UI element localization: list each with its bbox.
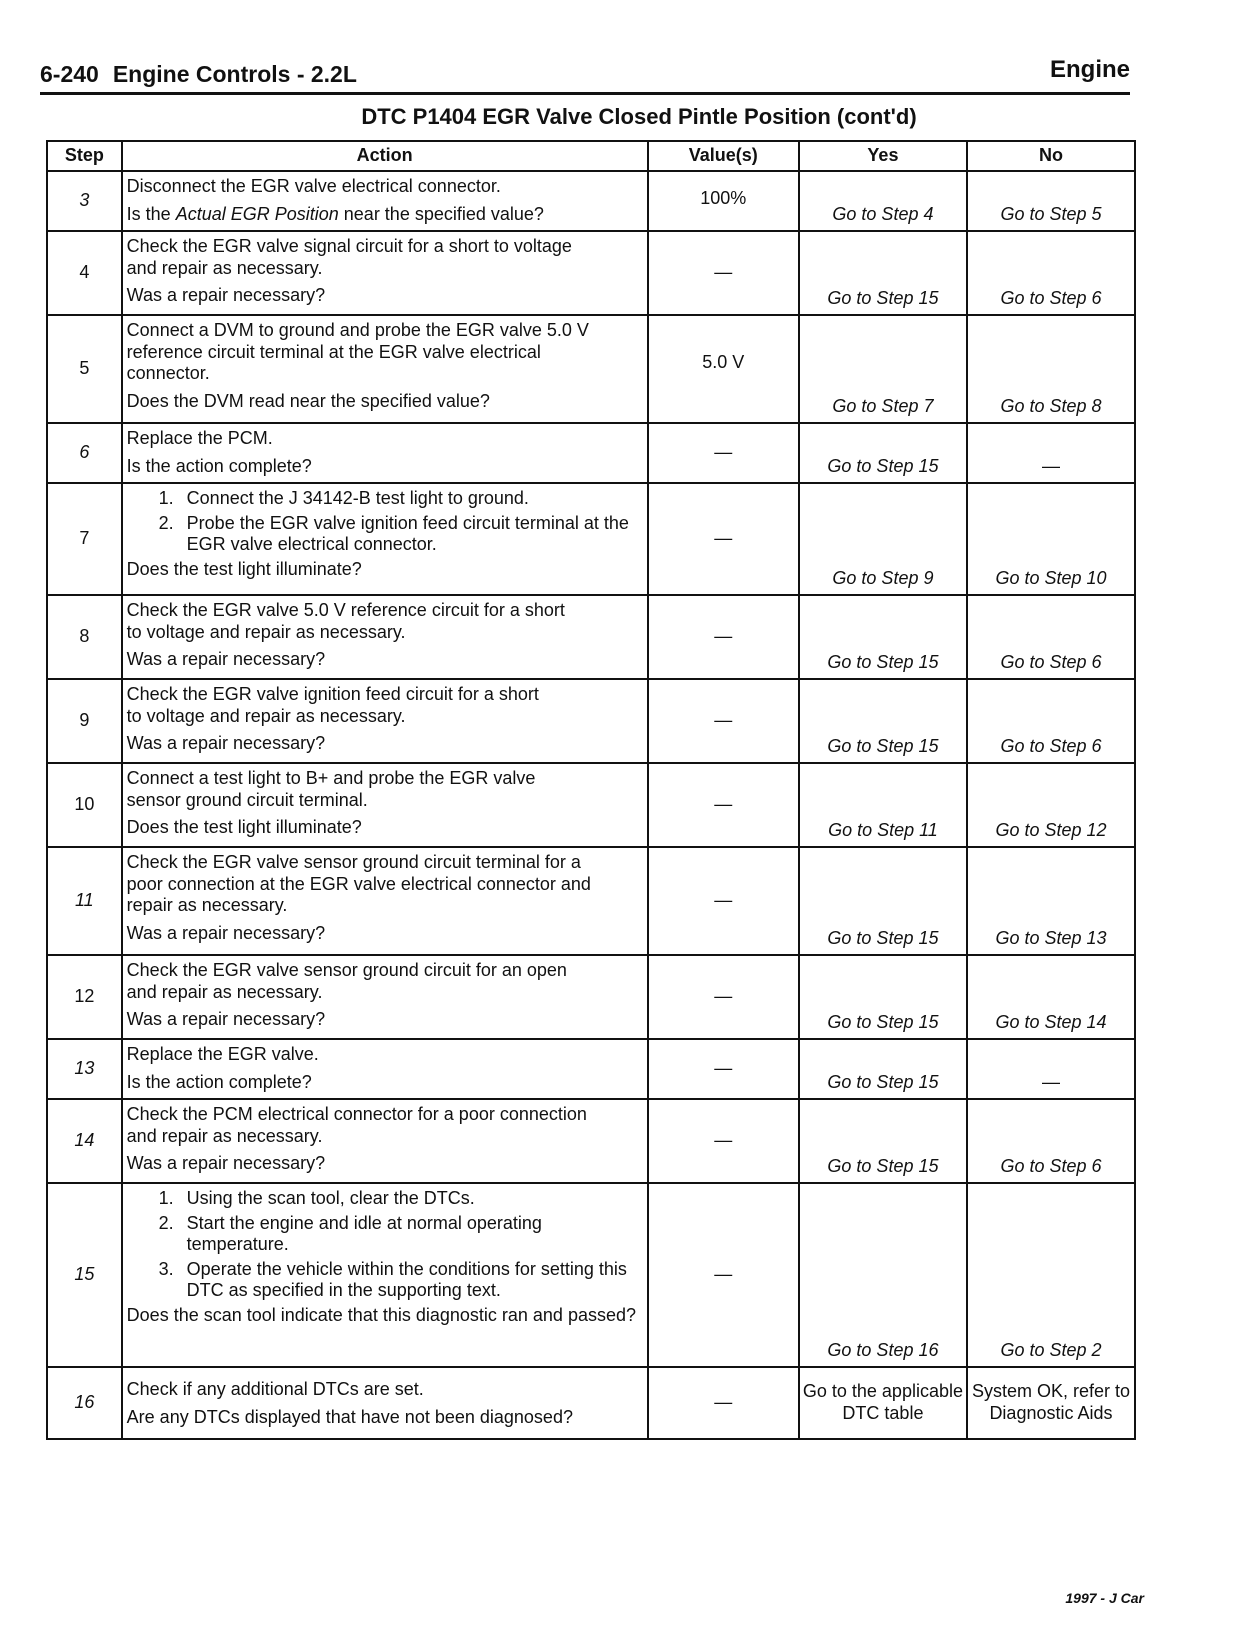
yes-cell: Go to Step 15 (799, 679, 967, 763)
action-steps-list (127, 488, 643, 556)
value-cell: 5.0 V (648, 315, 799, 423)
action-cell (122, 1367, 648, 1439)
action-question: Was a repair necessary? (126, 922, 326, 943)
action-text: Disconnect the EGR valve electrical connector. (126, 176, 501, 196)
yes-cell: Go to Step 15 (799, 847, 967, 955)
step-number: 8 (47, 595, 122, 679)
table-row (47, 315, 1135, 423)
value-cell: — (648, 231, 799, 315)
value-cell: — (648, 1039, 799, 1099)
list-item: 1. Connect the J 34142-B test light to ground. (179, 488, 643, 510)
yes-cell: Go to Step 15 (799, 231, 967, 315)
table-row (47, 847, 1135, 955)
table-header-row (47, 141, 1135, 171)
step-number: 14 (47, 1099, 122, 1183)
page-header (40, 52, 1130, 95)
no-cell: Go to Step 6 (967, 595, 1135, 679)
action-question: Are any DTCs displayed that have not been diagnosed? (126, 1406, 573, 1427)
action-question: Was a repair necessary? (126, 1153, 326, 1174)
action-text: Connect a test light to B+ and probe the EGR valve (126, 768, 536, 788)
action-question: Was a repair necessary? (126, 1009, 326, 1030)
action-cell (122, 679, 648, 763)
value-cell: — (648, 955, 799, 1039)
value-cell: — (648, 595, 799, 679)
yes-cell: Go to Step 15 (799, 595, 967, 679)
value-cell: — (648, 763, 799, 847)
no-cell: Go to Step 12 (967, 763, 1135, 847)
step-number: 13 (47, 1039, 122, 1099)
action-text: Check the EGR valve signal circuit for a short to voltage (126, 236, 572, 256)
action-text: Replace the PCM. (126, 428, 273, 448)
action-text: Check the EGR valve 5.0 V reference circuit for a short (126, 600, 565, 620)
action-text: Replace the EGR valve. (126, 1044, 319, 1064)
action-text: reference circuit terminal at the EGR valve electrical (126, 341, 541, 362)
no-cell: Go to Step 2 (967, 1183, 1135, 1367)
table-row (47, 423, 1135, 483)
no-cell: — (967, 423, 1135, 483)
list-item: 1. Using the scan tool, clear the DTCs. (179, 1188, 643, 1210)
yes-cell: Go to Step 4 (799, 171, 967, 231)
column-header-no: No (967, 141, 1135, 171)
action-cell (122, 763, 648, 847)
action-question: Does the test light illuminate? (126, 558, 362, 579)
action-cell (122, 955, 648, 1039)
action-text: repair as necessary. (126, 895, 288, 916)
yes-cell: Go to Step 15 (799, 1099, 967, 1183)
value-cell: — (648, 1367, 799, 1439)
yes-cell: Go to the applicable DTC table (799, 1367, 967, 1439)
step-number: 4 (47, 231, 122, 315)
step-number: 3 (47, 171, 122, 231)
table-row (47, 1039, 1135, 1099)
step-number: 10 (47, 763, 122, 847)
section-title: Engine Controls - 2.2L (112, 61, 357, 87)
no-cell: Go to Step 6 (967, 231, 1135, 315)
action-question: Is the action complete? (126, 1071, 312, 1092)
step-number: 12 (47, 955, 122, 1039)
page-number: 6-240 (40, 61, 99, 87)
action-text: connector. (126, 363, 210, 384)
yes-cell: Go to Step 15 (799, 423, 967, 483)
value-cell: 100% (648, 171, 799, 231)
yes-cell: Go to Step 7 (799, 315, 967, 423)
action-text: Check the EGR valve ignition feed circuit for a short (126, 684, 539, 704)
action-cell (122, 1039, 648, 1099)
action-cell (122, 847, 648, 955)
no-cell: Go to Step 8 (967, 315, 1135, 423)
table-row (47, 1367, 1135, 1439)
no-cell: — (967, 1039, 1135, 1099)
action-question: Does the test light illuminate? (126, 817, 362, 838)
action-cell (122, 171, 648, 231)
step-number: 9 (47, 679, 122, 763)
footer-label: 1997 - J Car (1065, 1590, 1144, 1606)
yes-cell: Go to Step 16 (799, 1183, 967, 1367)
step-number: 7 (47, 483, 122, 595)
action-text: to voltage and repair as necessary. (126, 621, 406, 642)
yes-cell: Go to Step 15 (799, 955, 967, 1039)
table-row (47, 1099, 1135, 1183)
action-cell (122, 423, 648, 483)
value-cell: — (648, 847, 799, 955)
action-text: to voltage and repair as necessary. (126, 705, 406, 726)
table-row (47, 483, 1135, 595)
step-number: 15 (47, 1183, 122, 1367)
step-number: 5 (47, 315, 122, 423)
column-header-action: Action (122, 141, 648, 171)
action-cell (122, 1099, 648, 1183)
action-text: Check the EGR valve sensor ground circuit terminal for a (126, 852, 581, 872)
action-text: sensor ground circuit terminal. (126, 789, 368, 810)
table-row (47, 171, 1135, 231)
header-left (40, 61, 357, 88)
value-cell: — (648, 1183, 799, 1367)
action-question: Is the action complete? (126, 455, 312, 476)
action-text: and repair as necessary. (126, 1125, 323, 1146)
no-cell: Go to Step 13 (967, 847, 1135, 955)
step-number: 11 (47, 847, 122, 955)
list-item: 2. Probe the EGR valve ignition feed circuit terminal at the EGR valve electrical connector. (179, 513, 643, 556)
action-text: and repair as necessary. (126, 981, 323, 1002)
column-header-step: Step (47, 141, 122, 171)
table-row (47, 1183, 1135, 1367)
no-cell: Go to Step 10 (967, 483, 1135, 595)
action-cell (122, 1183, 648, 1367)
table-row (47, 955, 1135, 1039)
action-text: poor connection at the EGR valve electrical connector and (126, 873, 591, 894)
column-header-yes: Yes (799, 141, 967, 171)
action-cell (122, 595, 648, 679)
list-item: 3. Operate the vehicle within the conditions for setting this DTC as specified in the supporting text. (179, 1259, 643, 1302)
table-row (47, 679, 1135, 763)
no-cell: Go to Step 14 (967, 955, 1135, 1039)
yes-cell: Go to Step 11 (799, 763, 967, 847)
table-row (47, 231, 1135, 315)
no-cell: Go to Step 6 (967, 679, 1135, 763)
action-question: Was a repair necessary? (126, 285, 326, 306)
value-cell: — (648, 423, 799, 483)
table-row (47, 763, 1135, 847)
action-text: Check the PCM electrical connector for a poor connection (126, 1104, 587, 1124)
step-number: 6 (47, 423, 122, 483)
yes-cell: Go to Step 15 (799, 1039, 967, 1099)
action-question: Was a repair necessary? (126, 649, 326, 670)
no-cell: System OK, refer to Diagnostic Aids (967, 1367, 1135, 1439)
action-steps-list (127, 1188, 643, 1302)
no-cell: Go to Step 6 (967, 1099, 1135, 1183)
step-number: 16 (47, 1367, 122, 1439)
action-text: Connect a DVM to ground and probe the EGR valve 5.0 V (126, 320, 589, 340)
action-text: Check the EGR valve sensor ground circuit for an open (126, 960, 567, 980)
diagnostic-table (46, 140, 1136, 1440)
list-item: 2. Start the engine and idle at normal operating temperature. (179, 1213, 643, 1256)
value-cell: — (648, 679, 799, 763)
no-cell: Go to Step 5 (967, 171, 1135, 231)
action-question: Does the scan tool indicate that this diagnostic ran and passed? (126, 1304, 636, 1325)
value-cell: — (648, 1099, 799, 1183)
category-label: Engine (1049, 56, 1130, 83)
action-cell (122, 483, 648, 595)
action-question: Was a repair necessary? (126, 733, 326, 754)
yes-cell: Go to Step 9 (799, 483, 967, 595)
action-question: Does the DVM read near the specified value? (126, 390, 490, 411)
page-title: DTC P1404 EGR Valve Closed Pintle Position (cont'd) (361, 104, 917, 129)
table-row (47, 595, 1135, 679)
action-text: and repair as necessary. (126, 257, 323, 278)
action-cell (122, 231, 648, 315)
action-question: Is the Actual EGR Position near the specified value? (126, 203, 544, 224)
action-text: Check if any additional DTCs are set. (126, 1378, 424, 1399)
column-header-values: Value(s) (648, 141, 799, 171)
action-cell (122, 315, 648, 423)
value-cell: — (648, 483, 799, 595)
